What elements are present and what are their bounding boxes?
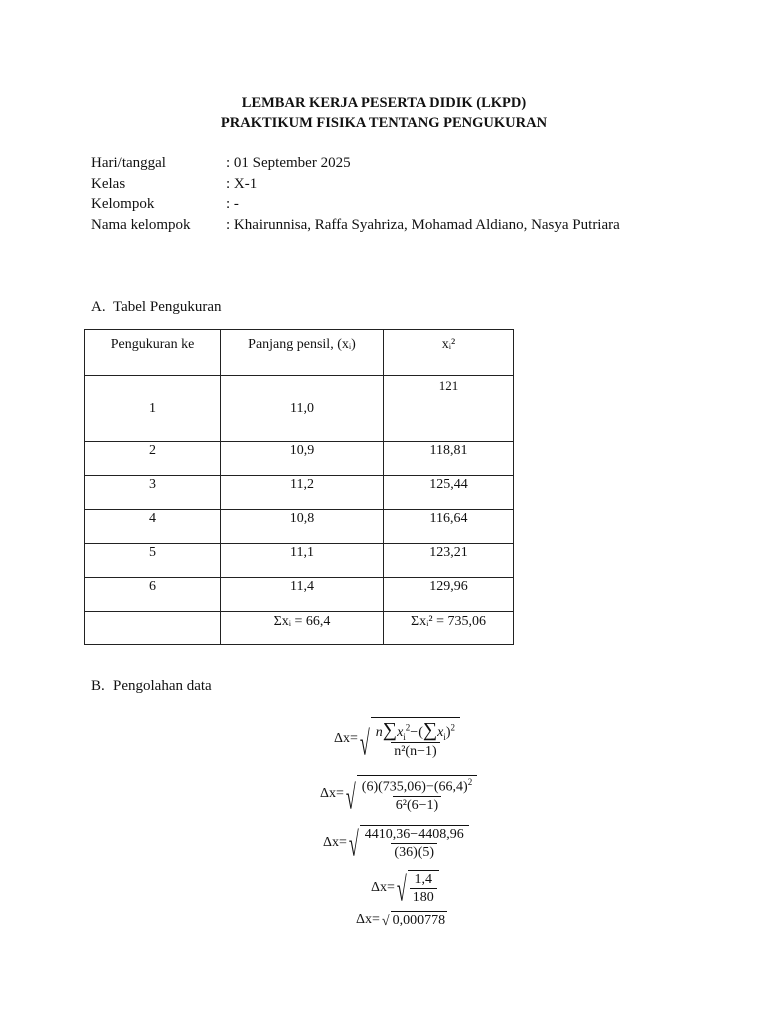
- table-cell: 123,21: [384, 544, 514, 578]
- table-cell: 129,96: [384, 578, 514, 612]
- section-b-heading: [91, 678, 212, 695]
- info-row-group: [91, 196, 620, 217]
- table-cell: 125,44: [384, 476, 514, 510]
- sqrt-symbol: √ $\frac{n\sum x_i^2-(\sum x_i)^2}{\text{n²(n−1)}}$: [360, 717, 460, 760]
- table-cell: 11,0: [221, 376, 384, 442]
- table-cell: 2: [85, 442, 221, 476]
- info-value: : Khairunnisa, Raffa Syahriza, Mohamad Aldiano, Nasya Putriara: [226, 216, 620, 233]
- measurement-table: [84, 329, 514, 645]
- equation-numerator: 4410,36−4408,96: [364, 827, 464, 842]
- section-title: Tabel Pengukuran: [113, 299, 222, 315]
- table-cell: 4: [85, 510, 221, 544]
- table-cell: 1: [85, 376, 221, 442]
- table-cell: 5: [85, 544, 221, 578]
- table-cell: 121: [384, 376, 514, 442]
- equation-denominator: (36)(5): [391, 843, 437, 861]
- equation-lhs: Δx=: [320, 786, 344, 802]
- table-header-row: [85, 330, 514, 376]
- info-label: Kelas: [91, 175, 126, 192]
- equation-step-4: [371, 870, 439, 906]
- info-row-class: [91, 176, 620, 197]
- table-header-cell: xᵢ²: [384, 330, 514, 376]
- section-title: Pengolahan data: [113, 678, 212, 694]
- equation-lhs: Δx=: [334, 730, 358, 746]
- equation-denominator: 180: [410, 888, 437, 906]
- info-label: Hari/tanggal: [91, 155, 166, 171]
- equation-lhs: Δx=: [356, 912, 380, 927]
- table-row: [85, 578, 514, 612]
- eq2-term-b: (66,4): [433, 779, 468, 795]
- table-sum-row: [85, 612, 514, 645]
- table-cell: 6: [85, 578, 221, 612]
- sum-xi2-cell: Σxᵢ² = 735,06: [384, 612, 514, 645]
- info-label: Nama kelompok: [91, 216, 191, 233]
- table-cell: 11,4: [221, 578, 384, 612]
- table-header-cell: Panjang pensil, (xᵢ): [221, 330, 384, 376]
- table-row: [85, 442, 514, 476]
- title-line-2: PRAKTIKUM FISIKA TENTANG PENGUKURAN: [220, 115, 548, 131]
- info-block: [91, 155, 620, 237]
- info-row-members: [91, 217, 620, 238]
- table-cell: 10,8: [221, 510, 384, 544]
- table-cell: 118,81: [384, 442, 514, 476]
- info-row-date: [91, 155, 620, 176]
- equation-lhs: Δx=: [323, 835, 347, 850]
- equation-lhs: Δx=: [371, 880, 395, 895]
- table-cell: 11,1: [221, 544, 384, 578]
- section-letter: A.: [91, 299, 106, 315]
- info-value: : X-1: [226, 175, 258, 192]
- info-value: : 01 September 2025: [226, 155, 351, 171]
- sqrt-symbol: √ $\frac{4410,36-4408,96}{(36)(5)}$: [349, 825, 469, 861]
- equation-step-2: [320, 775, 477, 814]
- table-cell: 116,64: [384, 510, 514, 544]
- sum-xi-cell: Σxᵢ = 66,4: [221, 612, 384, 645]
- sqrt-symbol: √ $\frac{(6)(735,06)-(66,4)^2}{\text{6²(6−1)}}$: [346, 775, 477, 814]
- table-row: [85, 376, 514, 442]
- equation-value: 0,000778: [392, 913, 446, 928]
- section-letter: B.: [91, 678, 105, 694]
- equation-denominator: 6²(6−1): [393, 796, 441, 814]
- table-row: [85, 476, 514, 510]
- sqrt-symbol: √ $\frac{1,4}{180}$: [397, 870, 439, 906]
- section-a-heading: [91, 299, 222, 316]
- table-row: [85, 510, 514, 544]
- equation-numerator: 1,4: [414, 872, 433, 887]
- eq2-term-a: (6)(735,06): [361, 779, 426, 795]
- table-cell: 10,9: [221, 442, 384, 476]
- equation-step-5: [356, 911, 447, 929]
- sqrt-symbol: √ 0,000778: [381, 913, 446, 929]
- equation-denominator: n²(n−1): [391, 742, 439, 760]
- info-label: Kelompok: [91, 196, 155, 212]
- table-cell: 3: [85, 476, 221, 510]
- info-value: : -: [226, 196, 239, 212]
- table-row: [85, 544, 514, 578]
- table-cell: [85, 612, 221, 645]
- table-header-cell: Pengukuran ke: [85, 330, 221, 376]
- title-line-1: LEMBAR KERJA PESERTA DIDIK (LKPD): [241, 95, 527, 111]
- equation-step-3: [323, 825, 469, 861]
- table-cell: 11,2: [221, 476, 384, 510]
